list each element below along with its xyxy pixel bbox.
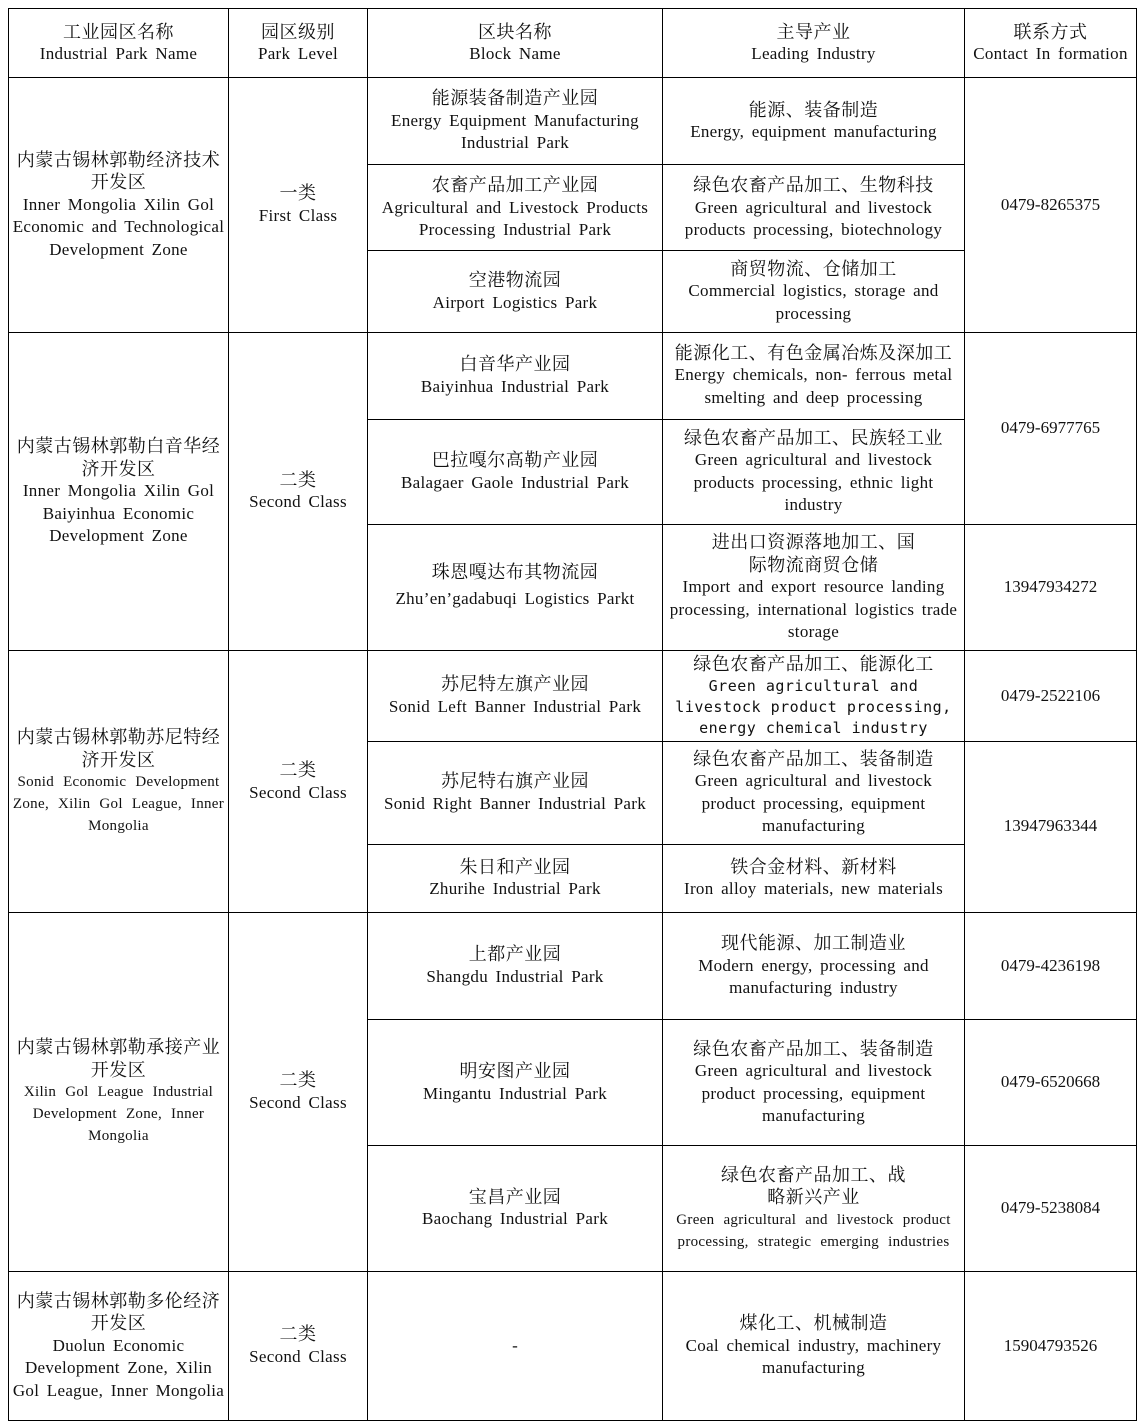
header-leading-industry: 主导产业 Leading Industry	[663, 9, 965, 78]
park-level-cell: 二类 Second Class	[229, 651, 368, 913]
block-name-cell: 明安图产业园 Mingantu Industrial Park	[368, 1020, 663, 1146]
leading-industry-cell: 绿色农畜产品加工、能源化工 Green agricultural and livestock product processing, energy chemical industry	[663, 651, 965, 741]
leading-industry-cell: 商贸物流、仓储加工 Commercial logistics, storage and processing	[663, 251, 965, 332]
park-level-cell: 二类 Second Class	[229, 1271, 368, 1420]
leading-industry-cell: 铁合金材料、新材料 Iron alloy materials, new materials	[663, 844, 965, 912]
table-row	[9, 78, 1137, 165]
block-name-cell: 巴拉嘎尔高勒产业园 Balagaer Gaole Industrial Park	[368, 419, 663, 524]
contact-cell: 0479-8265375	[965, 78, 1137, 333]
contact-cell: 0479-6977765	[965, 332, 1137, 524]
block-name-cell: 上都产业园 Shangdu Industrial Park	[368, 912, 663, 1019]
block-name-cell: 农畜产品加工产业园 Agricultural and Livestock Products Processing Industrial Park	[368, 165, 663, 251]
leading-industry-cell: 绿色农畜产品加工、生物科技 Green agricultural and livestock products processing, biotechnology	[663, 165, 965, 251]
park-name-cell: 内蒙古锡林郭勒经济技术开发区 Inner Mongolia Xilin Gol Economic and Technological Development Zone	[9, 78, 229, 333]
park-name-cell: 内蒙古锡林郭勒苏尼特经济开发区 Sonid Economic Development Zone, Xilin Gol League, Inner Mongolia	[9, 651, 229, 913]
header-park-level: 园区级别 Park Level	[229, 9, 368, 78]
contact-cell: 0479-2522106	[965, 651, 1137, 741]
table-row	[9, 332, 1137, 419]
header-contact: 联系方式 Contact In formation	[965, 9, 1137, 78]
block-name-cell: 白音华产业园 Baiyinhua Industrial Park	[368, 332, 663, 419]
header-park-name: 工业园区名称 Industrial Park Name	[9, 9, 229, 78]
leading-industry-cell: 能源、装备制造 Energy, equipment manufacturing	[663, 78, 965, 165]
table-row	[9, 1271, 1137, 1420]
contact-cell: 0479-4236198	[965, 912, 1137, 1019]
table-row	[9, 651, 1137, 741]
block-name-cell: 宝昌产业园 Baochang Industrial Park	[368, 1146, 663, 1271]
block-name-cell: -	[368, 1271, 663, 1420]
park-name-cell: 内蒙古锡林郭勒多伦经济开发区 Duolun Economic Development Zone, Xilin Gol League, Inner Mongolia	[9, 1271, 229, 1420]
leading-industry-cell: 进出口资源落地加工、国际物流商贸仓储 Import and export resource landing processing, international logistics trade storage	[663, 525, 965, 651]
table-row	[9, 912, 1137, 1019]
leading-industry-cell: 绿色农畜产品加工、民族轻工业 Green agricultural and livestock products processing, ethnic light industry	[663, 419, 965, 524]
block-name-cell: 朱日和产业园 Zhurihe Industrial Park	[368, 844, 663, 912]
park-name-cell: 内蒙古锡林郭勒白音华经济开发区 Inner Mongolia Xilin Gol Baiyinhua Economic Development Zone	[9, 332, 229, 651]
park-level-cell: 一类 First Class	[229, 78, 368, 333]
industrial-parks-table	[8, 8, 1137, 1421]
leading-industry-cell: 煤化工、机械制造 Coal chemical industry, machinery manufacturing	[663, 1271, 965, 1420]
contact-cell: 0479-6520668	[965, 1020, 1137, 1146]
contact-cell: 15904793526	[965, 1271, 1137, 1420]
contact-cell: 0479-5238084	[965, 1146, 1137, 1271]
leading-industry-cell: 绿色农畜产品加工、装备制造 Green agricultural and livestock product processing, equipment manufacturing	[663, 741, 965, 844]
park-level-cell: 二类 Second Class	[229, 912, 368, 1271]
block-name-cell: 能源装备制造产业园 Energy Equipment Manufacturing Industrial Park	[368, 78, 663, 165]
block-name-cell: 苏尼特左旗产业园 Sonid Left Banner Industrial Park	[368, 651, 663, 741]
park-level-cell: 二类 Second Class	[229, 332, 368, 651]
leading-industry-cell: 能源化工、有色金属冶炼及深加工 Energy chemicals, non- ferrous metal smelting and deep processing	[663, 332, 965, 419]
leading-industry-cell: 现代能源、加工制造业 Modern energy, processing and manufacturing industry	[663, 912, 965, 1019]
leading-industry-cell: 绿色农畜产品加工、装备制造 Green agricultural and livestock product processing, equipment manufacturing	[663, 1020, 965, 1146]
leading-industry-cell: 绿色农畜产品加工、战略新兴产业 Green agricultural and livestock product processing, strategic emerging industries	[663, 1146, 965, 1271]
block-name-cell: 珠恩嘎达布其物流园 Zhu’en’gadabuqi Logistics Parkt	[368, 525, 663, 651]
park-name-cell: 内蒙古锡林郭勒承接产业开发区 Xilin Gol League Industrial Development Zone, Inner Mongolia	[9, 912, 229, 1271]
block-name-cell: 空港物流园 Airport Logistics Park	[368, 251, 663, 332]
contact-cell: 13947934272	[965, 525, 1137, 651]
contact-cell: 13947963344	[965, 741, 1137, 912]
header-block-name: 区块名称 Block Name	[368, 9, 663, 78]
header-row	[9, 9, 1137, 78]
block-name-cell: 苏尼特右旗产业园 Sonid Right Banner Industrial Park	[368, 741, 663, 844]
